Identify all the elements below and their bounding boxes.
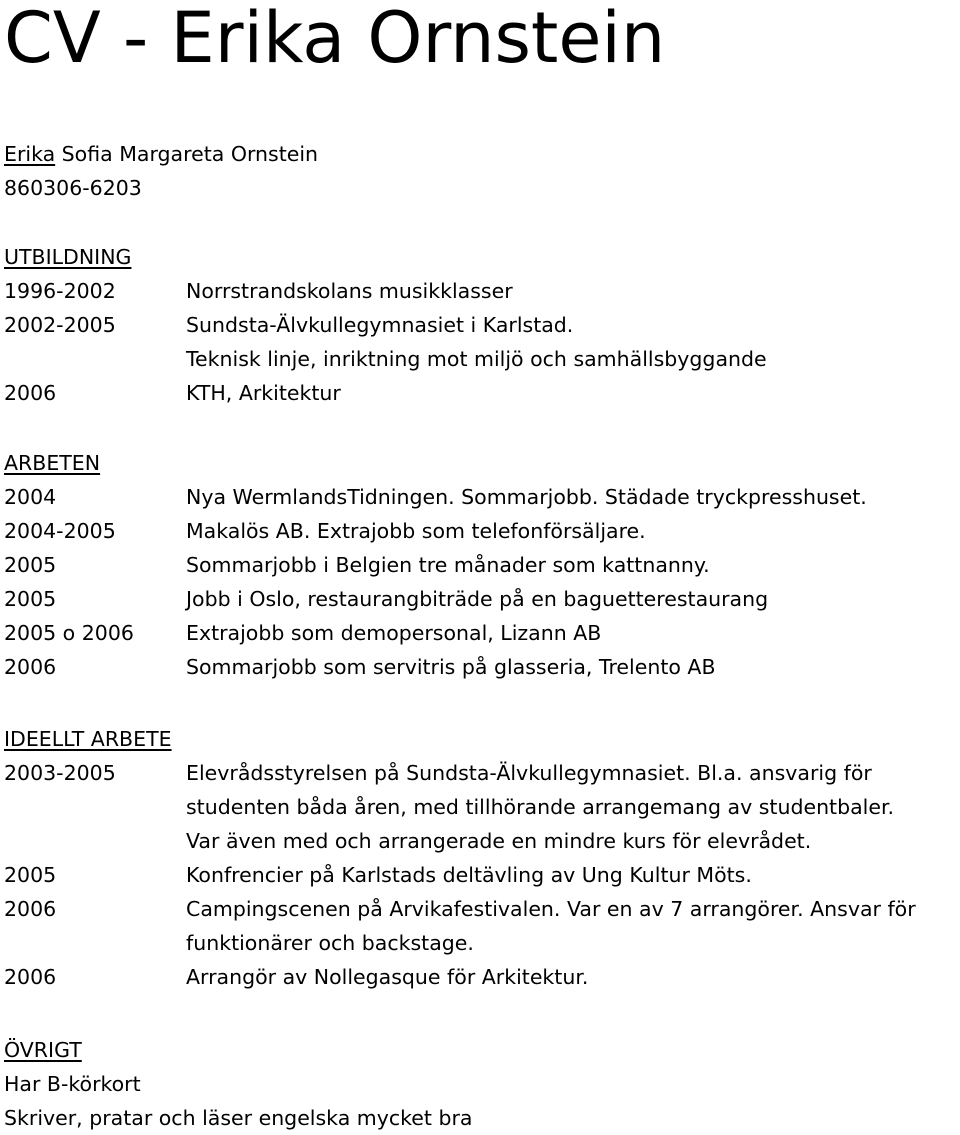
work-row [0,650,960,684]
volunteer-text: Elevrådsstyrelsen på Sundsta-Älvkullegymnasiet. Bl.a. ansvarig för studenten båda åren, med tillhörande arrangemang av studentbaler. Var även med och arrangerade en mindre kurs för elevrådet. [186,761,895,853]
rest-of-name: Sofia Margareta Ornstein [55,142,319,166]
volunteer-text: Arrangör av Nollegasque för Arkitektur. [186,965,589,989]
volunteer-year: 2003-2005 [4,761,116,785]
volunteer-row [0,756,960,858]
volunteer-year: 2006 [4,897,57,921]
work-year: 2005 o 2006 [4,621,134,645]
work-row [0,480,960,514]
work-year: 2004-2005 [4,519,116,543]
volunteer-row [0,960,960,994]
other-heading: ÖVRIGT [4,1038,82,1062]
volunteer-year: 2006 [4,965,57,989]
full-name [4,137,318,171]
work-text: Jobb i Oslo, restaurangbiträde på en baguetterestaurang [186,587,769,611]
work-text: Nya WermlandsTidningen. Sommarjobb. Städade tryckpresshuset. [186,485,867,509]
personal-number: 860306-6203 [4,176,142,200]
volunteer-section [0,756,960,994]
work-section [0,480,960,684]
work-row [0,582,960,616]
work-heading: ARBETEN [4,451,101,475]
page-title: CV - Erika Ornstein [4,0,666,79]
education-year: 2006 [4,381,57,405]
work-row [0,616,960,650]
education-row [0,376,960,410]
education-text: Norrstrandskolans musikklasser [186,279,513,303]
work-row [0,514,960,548]
education-year: 1996-2002 [4,279,116,303]
work-row [0,548,960,582]
education-year: 2002-2005 [4,313,116,337]
work-year: 2006 [4,655,57,679]
volunteer-heading: IDEELLT ARBETE [4,727,172,751]
work-text: Extrajobb som demopersonal, Lizann AB [186,621,602,645]
work-year: 2005 [4,587,57,611]
education-heading: UTBILDNING [4,245,132,269]
volunteer-year: 2005 [4,863,57,887]
volunteer-row [0,858,960,892]
work-year: 2005 [4,553,57,577]
education-row [0,274,960,308]
work-text: Sommarjobb i Belgien tre månader som kattnanny. [186,553,710,577]
work-year: 2004 [4,485,57,509]
volunteer-text: Campingscenen på Arvikafestivalen. Var en av 7 arrangörer. Ansvar för funktionärer och backstage. [186,897,916,955]
work-text: Sommarjobb som servitris på glasseria, Trelento AB [186,655,716,679]
education-text: KTH, Arkitektur [186,381,341,405]
volunteer-text: Konfrencier på Karlstads deltävling av Ung Kultur Möts. [186,863,752,887]
work-text: Makalös AB. Extrajobb som telefonförsäljare. [186,519,646,543]
education-row [0,308,960,376]
education-section [0,274,960,410]
volunteer-row [0,892,960,960]
other-item: Har B-körkort [4,1072,141,1096]
other-item: Skriver, pratar och läser engelska mycket bra [4,1106,473,1130]
first-name: Erika [4,142,56,166]
education-text: Sundsta-Älvkullegymnasiet i Karlstad. Teknisk linje, inriktning mot miljö och samhällsbyggande [186,313,767,371]
